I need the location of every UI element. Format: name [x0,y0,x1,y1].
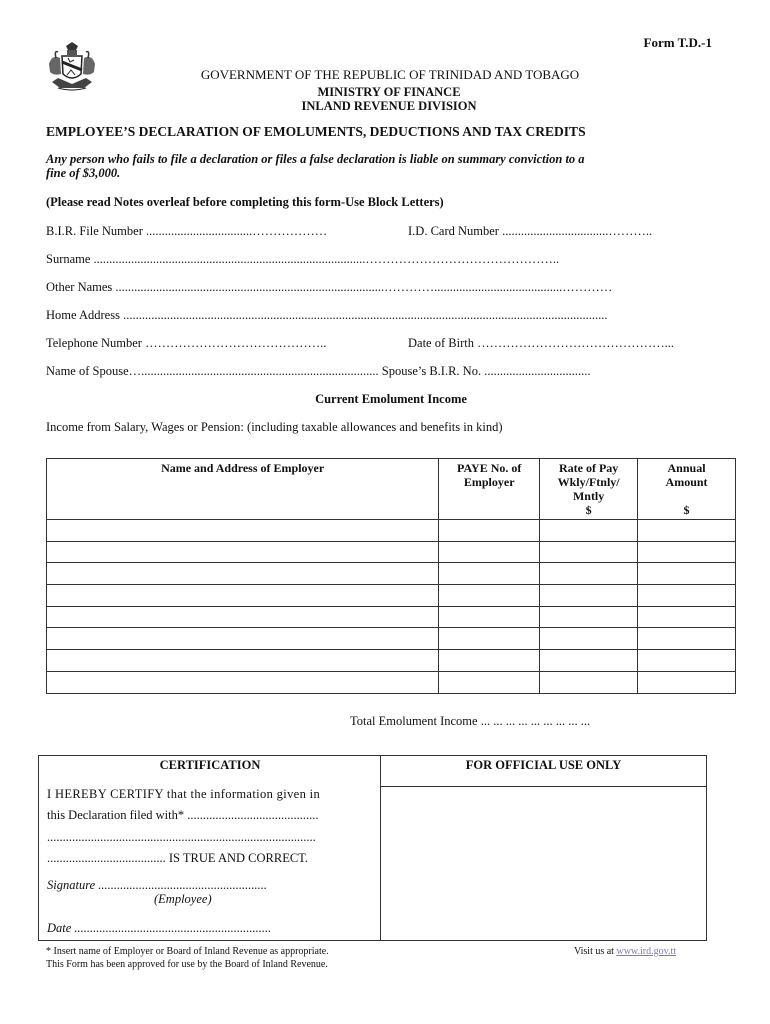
table-cell[interactable] [638,585,736,607]
col-rate-of-pay: Rate of Pay Wkly/Ftnly/ Mntly $ [540,459,638,520]
date-field[interactable]: Date ............................................................... [47,921,272,935]
certify-line-1: I HEREBY CERTIFY that the information given in [47,787,321,801]
table-cell[interactable] [638,671,736,693]
employee-label: (Employee) [154,892,212,906]
table-row [47,541,736,563]
table-cell[interactable] [638,541,736,563]
home-address-field[interactable]: Home Address ........................................................................................................................................................... [46,308,608,322]
table-cell[interactable] [439,606,540,628]
telephone-number-field[interactable]: Telephone Number …………………………………….. [46,336,327,350]
footnote-insert-name: * Insert name of Employer or Board of Inland Revenue as appropriate. [46,946,329,957]
table-row [47,520,736,542]
table-cell[interactable] [439,563,540,585]
table-cell[interactable] [638,520,736,542]
bir-file-number-field[interactable]: B.I.R. File Number ..................................……………… [46,224,328,238]
table-cell[interactable] [540,606,638,628]
table-cell[interactable] [540,541,638,563]
col-paye-number: PAYE No. of Employer [439,459,540,520]
table-cell[interactable] [439,520,540,542]
visit-us-text: Visit us at www.ird.gov.tt [574,946,676,957]
table-cell[interactable] [47,628,439,650]
table-cell[interactable] [47,606,439,628]
surname-field[interactable]: Surname .......................................................................................……………………………………….. [46,252,560,266]
table-row [47,628,736,650]
table-cell[interactable] [439,541,540,563]
certification-box [38,755,707,941]
division-heading: INLAND REVENUE DIVISION [301,99,477,113]
signature-field[interactable]: Signature ...................................................... [47,878,268,892]
col-employer-name: Name and Address of Employer [47,459,439,520]
certification-panel [39,756,381,940]
certify-line-2[interactable]: this Declaration filed with* .......................................... [47,808,319,822]
table-cell[interactable] [638,606,736,628]
table-cell[interactable] [47,563,439,585]
ministry-heading: MINISTRY OF FINANCE [317,85,461,99]
id-card-number-field[interactable]: I.D. Card Number ..................................……….. [408,224,653,238]
table-cell[interactable] [540,650,638,672]
instruction-text: (Please read Notes overleaf before completing this form-Use Block Letters) [46,195,444,209]
table-cell[interactable] [439,671,540,693]
table-cell[interactable] [540,671,638,693]
table-cell[interactable] [47,520,439,542]
certify-line-4[interactable]: ...................................... IS TRUE AND CORRECT. [47,851,309,865]
table-row [47,650,736,672]
table-header-row [47,459,736,520]
spouse-name-field[interactable]: Name of Spouse…............................................................................ Spouse’s B.I.R. No. .................................. [46,364,591,378]
table-cell[interactable] [47,585,439,607]
table-cell[interactable] [540,520,638,542]
table-cell[interactable] [638,563,736,585]
form-id: Form T.D.-1 [643,35,712,50]
table-row [47,585,736,607]
table-row [47,563,736,585]
date-of-birth-field[interactable]: Date of Birth ………………………………………... [408,336,674,350]
col-annual-amount: Annual Amount $ [638,459,736,520]
warning-line-2: fine of $3,000. [46,166,121,180]
website-link[interactable]: www.ird.gov.tt [616,946,676,957]
table-cell[interactable] [540,563,638,585]
income-note: Income from Salary, Wages or Pension: (including taxable allowances and benefits in kind) [46,420,503,434]
emolument-heading: Current Emolument Income [315,392,467,406]
table-cell[interactable] [540,628,638,650]
table-row [47,671,736,693]
table-cell[interactable] [47,671,439,693]
table-row [47,606,736,628]
certification-heading: CERTIFICATION [159,758,261,772]
other-names-field[interactable]: Other Names ......................................................................................………….........................................………… [46,280,613,294]
certify-line-3[interactable]: ...................................................................................... [47,830,316,844]
warning-line-1: Any person who fails to file a declaration or files a false declaration is liable on summary conviction to a [46,152,585,166]
table-cell[interactable] [47,541,439,563]
total-emolument-income[interactable]: Total Emolument Income ... ... ... ... ... ... ... ... ... [350,714,591,728]
table-cell[interactable] [439,585,540,607]
employer-table [46,458,736,694]
official-use-heading: FOR OFFICIAL USE ONLY [381,756,706,787]
table-cell[interactable] [439,650,540,672]
table-cell[interactable] [47,650,439,672]
page-title: EMPLOYEE’S DECLARATION OF EMOLUMENTS, DEDUCTIONS AND TAX CREDITS [46,124,586,139]
table-cell[interactable] [439,628,540,650]
table-cell[interactable] [540,585,638,607]
table-cell[interactable] [638,650,736,672]
table-cell[interactable] [638,628,736,650]
government-heading: GOVERNMENT OF THE REPUBLIC OF TRINIDAD AND TOBAGO [200,67,580,82]
footnote-approved: This Form has been approved for use by the Board of Inland Revenue. [46,959,328,970]
